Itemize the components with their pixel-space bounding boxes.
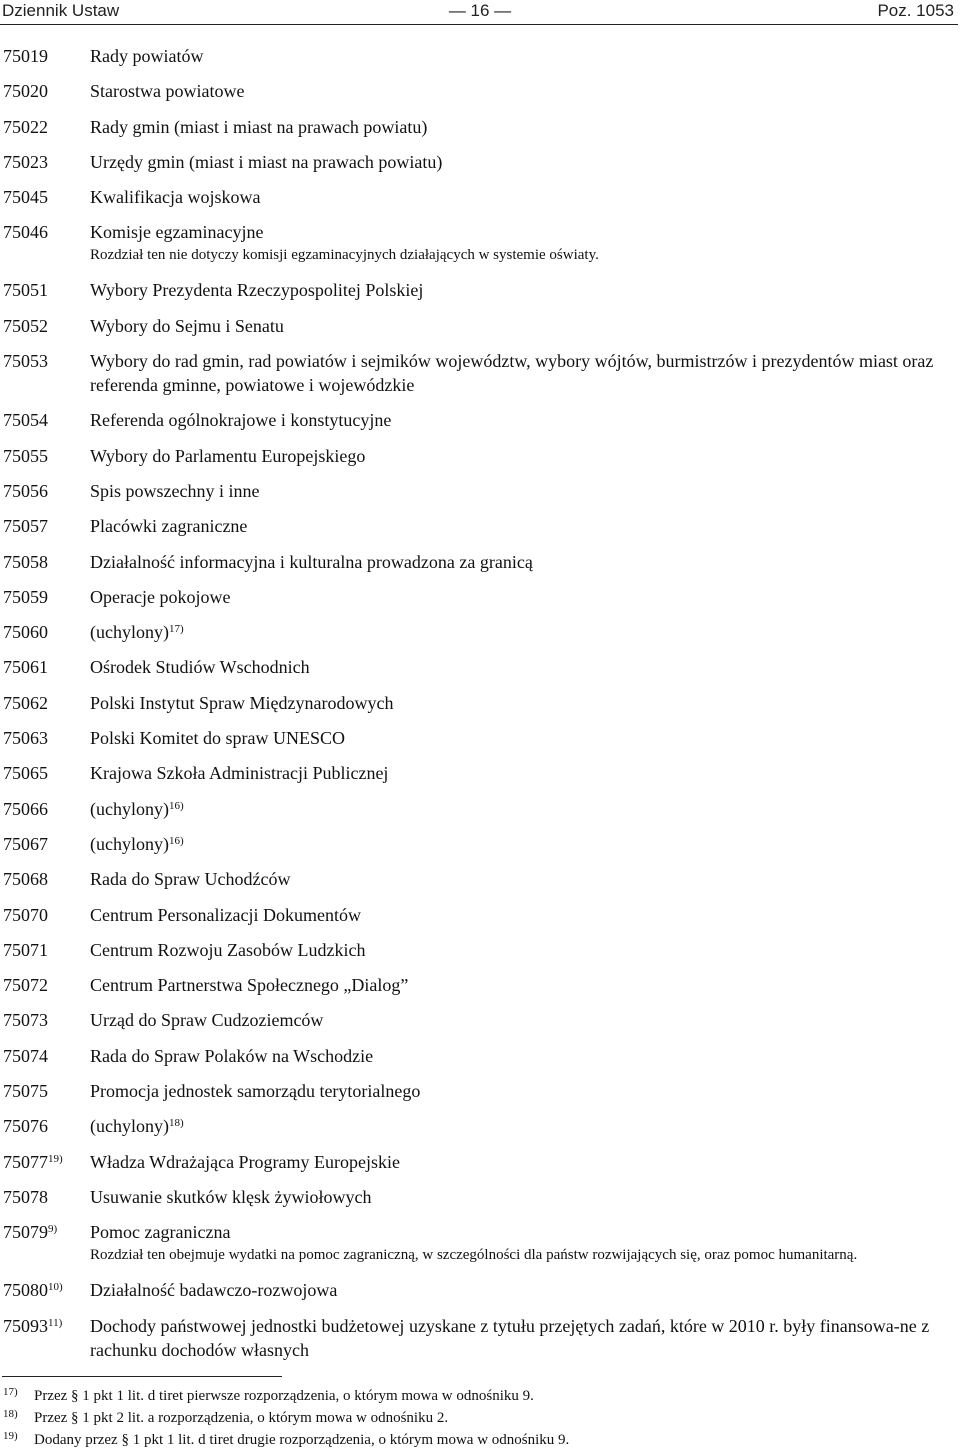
- table-row: [0, 1314, 960, 1362]
- chapter-note: Rozdział ten obejmuje wydatki na pomoc zagraniczną, w szczególności dla państw rozwijających się, oraz pomoc humanitarną.: [90, 1247, 858, 1264]
- chapter-code-text: 75053: [3, 351, 48, 372]
- table-row: [0, 655, 960, 679]
- chapter-title-text: Urzędy gmin (miast i miast na prawach powiatu): [90, 151, 443, 172]
- table-row: [0, 726, 960, 750]
- chapter-code: [0, 220, 90, 266]
- chapter-code: [0, 185, 90, 209]
- chapter-code: [0, 1150, 90, 1174]
- chapter-title: [90, 691, 960, 715]
- chapter-title: [90, 761, 960, 785]
- table-row: [0, 585, 960, 609]
- footnote-ref: 11): [48, 1316, 63, 1329]
- footnote-number: 18): [3, 1408, 18, 1420]
- table-row: [0, 938, 960, 962]
- table-row: [0, 278, 960, 302]
- chapter-code-text: 75079: [3, 1222, 48, 1243]
- chapter-code: [0, 44, 90, 68]
- footnote-ref: 19): [48, 1152, 63, 1165]
- table-row: [0, 444, 960, 468]
- chapter-title-text: Władza Wdrażająca Programy Europejskie: [90, 1151, 401, 1172]
- footnote-ref: 17): [168, 623, 184, 636]
- footnote-ref: 9): [48, 1223, 58, 1236]
- chapter-code-text: 75056: [3, 480, 48, 501]
- footnote-ref: 18): [168, 1117, 184, 1130]
- chapter-title: [90, 550, 960, 574]
- chapter-code: [0, 115, 90, 139]
- table-row: [0, 797, 960, 821]
- chapter-code: [0, 1185, 90, 1209]
- chapter-code: [0, 726, 90, 750]
- chapter-title: [90, 1220, 960, 1266]
- chapter-title-text: Polski Instytut Spraw Międzynarodowych: [90, 692, 394, 713]
- chapter-code-text: 75045: [3, 187, 48, 208]
- chapter-title-text: Ośrodek Studiów Wschodnich: [90, 657, 310, 678]
- chapter-title-text: Urząd do Spraw Cudzoziemców: [90, 1010, 324, 1031]
- position-number: Poz. 1053: [877, 1, 954, 20]
- table-row: [0, 408, 960, 432]
- chapter-code: [0, 867, 90, 891]
- chapter-title: [90, 1079, 960, 1103]
- footnote-number: 17): [3, 1386, 18, 1398]
- chapter-code-text: 75071: [3, 939, 48, 960]
- chapter-code: [0, 514, 90, 538]
- chapter-title: [90, 655, 960, 679]
- chapter-title: [90, 408, 960, 432]
- chapter-code: [0, 1008, 90, 1032]
- chapter-code-text: 75058: [3, 551, 48, 572]
- table-row: [0, 150, 960, 174]
- chapter-code-text: 75066: [3, 798, 48, 819]
- chapter-code-text: 75070: [3, 904, 48, 925]
- chapter-title: [90, 44, 960, 68]
- chapter-code-text: 75075: [3, 1081, 48, 1102]
- chapter-code-text: 75065: [3, 763, 48, 784]
- chapter-code-text: 75022: [3, 116, 48, 137]
- chapter-code-text: 75077: [3, 1151, 48, 1172]
- chapter-title: [90, 349, 960, 397]
- table-row: [0, 903, 960, 927]
- chapter-code: [0, 444, 90, 468]
- chapter-code: [0, 655, 90, 679]
- chapter-title-text: Wybory do Parlamentu Europejskiego: [90, 445, 366, 466]
- table-row: [0, 514, 960, 538]
- chapter-title: [90, 1114, 960, 1138]
- chapter-title-text: Referenda ogólnokrajowe i konstytucyjne: [90, 410, 392, 431]
- chapter-title: [90, 1314, 960, 1362]
- chapter-title-text: Centrum Partnerstwa Społecznego „Dialog”: [90, 975, 409, 996]
- table-row: [0, 761, 960, 785]
- table-row: [0, 1220, 960, 1266]
- table-row: [0, 220, 960, 266]
- chapter-title: [90, 832, 960, 856]
- chapter-title: [90, 79, 960, 103]
- chapter-title: [90, 797, 960, 821]
- chapter-title-text: Dochody państwowej jednostki budżetowej uzyskane z tytułu przejętych zadań, które w 2010 r. były finansowa-ne z rachunku dochodów własnych: [90, 1315, 930, 1360]
- chapter-code-text: 75051: [3, 280, 48, 301]
- chapter-code-text: 75019: [3, 46, 48, 66]
- chapter-code: [0, 1114, 90, 1138]
- chapter-title-text: Pomoc zagraniczna: [90, 1222, 231, 1243]
- table-row: [0, 314, 960, 338]
- chapter-title: [90, 1185, 960, 1209]
- chapter-title: [90, 278, 960, 302]
- chapter-code-text: 75060: [3, 622, 48, 643]
- table-row: [0, 620, 960, 644]
- chapter-code-text: 75054: [3, 410, 48, 431]
- chapter-title-text: Rada do Spraw Polaków na Wschodzie: [90, 1045, 374, 1066]
- chapter-title-text: Rady powiatów: [90, 46, 204, 66]
- table-row: [0, 832, 960, 856]
- chapter-code-text: 75068: [3, 869, 48, 890]
- chapter-code-text: 75062: [3, 692, 48, 713]
- table-row: [0, 867, 960, 891]
- chapter-title-text: Rady gmin (miast i miast na prawach powiatu): [90, 116, 428, 137]
- footnote-ref: 16): [168, 834, 184, 847]
- table-row: [0, 79, 960, 103]
- chapter-code-text: 75061: [3, 657, 48, 678]
- chapter-title: [90, 479, 960, 503]
- chapter-title: [90, 115, 960, 139]
- table-row: [0, 691, 960, 715]
- chapter-code-text: 75057: [3, 516, 48, 537]
- table-row: [0, 1008, 960, 1032]
- chapter-code: [0, 150, 90, 174]
- chapter-title-text: Placówki zagraniczne: [90, 516, 248, 537]
- chapter-title-text: Promocja jednostek samorządu terytorialnego: [90, 1081, 421, 1102]
- footnote: [0, 1429, 960, 1451]
- chapter-code: [0, 314, 90, 338]
- chapter-title-text: (uchylony): [90, 1116, 169, 1137]
- chapter-code-text: 75059: [3, 586, 48, 607]
- chapter-code: [0, 408, 90, 432]
- chapter-code: [0, 938, 90, 962]
- chapter-code-text: 75067: [3, 833, 48, 854]
- chapter-title: [90, 314, 960, 338]
- page-header: [0, 0, 958, 25]
- chapter-code-text: 75074: [3, 1045, 48, 1066]
- chapter-title: [90, 514, 960, 538]
- chapter-title: [90, 1044, 960, 1068]
- chapter-title: [90, 444, 960, 468]
- table-row: [0, 349, 960, 397]
- chapter-code: [0, 349, 90, 397]
- chapter-title-text: Polski Komitet do spraw UNESCO: [90, 728, 346, 749]
- chapter-code: [0, 691, 90, 715]
- journal-title: Dziennik Ustaw: [2, 1, 120, 20]
- chapter-title-text: Spis powszechny i inne: [90, 480, 260, 501]
- chapter-list: [0, 44, 960, 1373]
- chapter-title-text: Centrum Rozwoju Zasobów Ludzkich: [90, 939, 366, 960]
- chapter-title: [90, 1278, 960, 1302]
- chapter-title: [90, 150, 960, 174]
- chapter-code: [0, 620, 90, 644]
- footnote-rule: [2, 1376, 282, 1377]
- chapter-title: [90, 220, 960, 266]
- chapter-code-text: 75020: [3, 81, 48, 102]
- chapter-code-text: 75055: [3, 445, 48, 466]
- chapter-title-text: Komisje egzaminacyjne: [90, 222, 264, 243]
- chapter-title-text: Wybory do Sejmu i Senatu: [90, 315, 284, 336]
- chapter-code: [0, 278, 90, 302]
- chapter-code: [0, 832, 90, 856]
- chapter-title: [90, 867, 960, 891]
- chapter-code: [0, 1044, 90, 1068]
- chapter-title: [90, 185, 960, 209]
- chapter-title: [90, 620, 960, 644]
- chapter-title: [90, 726, 960, 750]
- chapter-note: Rozdział ten nie dotyczy komisji egzaminacyjnych działających w systemie oświaty.: [90, 247, 599, 264]
- chapter-code: [0, 479, 90, 503]
- chapter-title: [90, 938, 960, 962]
- chapter-code-text: 75046: [3, 222, 48, 243]
- table-row: [0, 479, 960, 503]
- chapter-title-text: (uchylony): [90, 622, 169, 643]
- table-row: [0, 185, 960, 209]
- table-row: [0, 1044, 960, 1068]
- page-number: — 16 —: [448, 1, 512, 20]
- chapter-code: [0, 903, 90, 927]
- chapter-title: [90, 1150, 960, 1174]
- chapter-title-text: Działalność informacyjna i kulturalna prowadzona za granicą: [90, 551, 533, 572]
- chapter-code: [0, 797, 90, 821]
- chapter-code: [0, 585, 90, 609]
- footnote: [0, 1407, 960, 1429]
- chapter-title-text: Starostwa powiatowe: [90, 81, 245, 102]
- chapter-title-text: Centrum Personalizacji Dokumentów: [90, 904, 361, 925]
- footnote-number: 19): [3, 1430, 18, 1442]
- chapter-title-text: Działalność badawczo-rozwojowa: [90, 1280, 338, 1301]
- chapter-code-text: 75080: [3, 1280, 48, 1301]
- chapter-title-text: Rada do Spraw Uchodźców: [90, 869, 291, 890]
- chapter-code-text: 75073: [3, 1010, 48, 1031]
- chapter-code: [0, 1314, 90, 1362]
- footnote: [0, 1385, 960, 1407]
- table-row: [0, 1114, 960, 1138]
- chapter-title: [90, 585, 960, 609]
- chapter-code-text: 75023: [3, 151, 48, 172]
- chapter-code: [0, 1220, 90, 1266]
- chapter-title-text: (uchylony): [90, 833, 169, 854]
- chapter-code-text: 75063: [3, 728, 48, 749]
- table-row: [0, 1150, 960, 1174]
- table-row: [0, 1079, 960, 1103]
- footnote-text: Dodany przez § 1 pkt 1 lit. d tiret drugie rozporządzenia, o którym mowa w odnośniku 9.: [34, 1432, 570, 1448]
- chapter-title-text: Wybory Prezydenta Rzeczypospolitej Polskiej: [90, 280, 424, 301]
- chapter-title-text: Kwalifikacja wojskowa: [90, 187, 261, 208]
- chapter-title: [90, 1008, 960, 1032]
- chapter-code-text: 75093: [3, 1315, 48, 1336]
- table-row: [0, 115, 960, 139]
- footnote-ref: 10): [48, 1281, 63, 1294]
- table-row: [0, 1278, 960, 1302]
- footnote-ref: 16): [168, 799, 184, 812]
- chapter-code-text: 75076: [3, 1116, 48, 1137]
- chapter-code: [0, 973, 90, 997]
- footnotes: [0, 1376, 960, 1451]
- chapter-code: [0, 1278, 90, 1302]
- table-row: [0, 1185, 960, 1209]
- chapter-title-text: Operacje pokojowe: [90, 586, 231, 607]
- table-row: [0, 973, 960, 997]
- chapter-title-text: Krajowa Szkoła Administracji Publicznej: [90, 763, 389, 784]
- chapter-title-text: Wybory do rad gmin, rad powiatów i sejmików województw, wybory wójtów, burmistrzów i prezydentów miast oraz referenda gminne, powiatowe i wojewódzkie: [90, 351, 934, 396]
- chapter-code-text: 75052: [3, 315, 48, 336]
- footnote-text: Przez § 1 pkt 2 lit. a rozporządzenia, o którym mowa w odnośniku 2.: [34, 1410, 449, 1426]
- footnote-text: Przez § 1 pkt 1 lit. d tiret pierwsze rozporządzenia, o którym mowa w odnośniku 9.: [34, 1388, 534, 1404]
- chapter-code-text: 75072: [3, 975, 48, 996]
- chapter-code: [0, 761, 90, 785]
- chapter-code-text: 75078: [3, 1186, 48, 1207]
- chapter-code: [0, 550, 90, 574]
- chapter-code: [0, 79, 90, 103]
- chapter-title-text: Usuwanie skutków klęsk żywiołowych: [90, 1186, 372, 1207]
- chapter-title: [90, 903, 960, 927]
- table-row: [0, 44, 960, 68]
- table-row: [0, 550, 960, 574]
- chapter-code: [0, 1079, 90, 1103]
- chapter-title-text: (uchylony): [90, 798, 169, 819]
- chapter-title: [90, 973, 960, 997]
